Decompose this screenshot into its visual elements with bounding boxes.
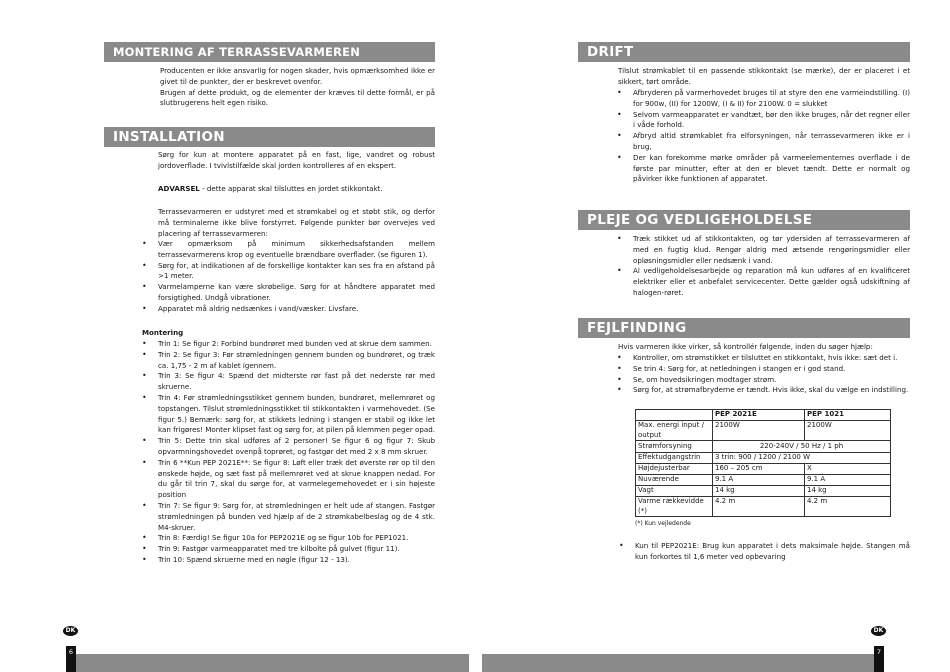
table-cell: 9.1 A xyxy=(713,474,805,485)
pleje-list xyxy=(617,234,910,299)
list-item: • Trin 4: Før strømledningsstikket gennem bunden, bundrøret, mellemrøret og topstangen. Tilslut strømledningsstikket til stikkontakten i varmehovedet. (Se figur 5.) Bemærk: sørg for, at stikkets ledning i stangen er stabil og ikke let kan frigøres! Monter klipset fast og sørg for, at pilen på klemmen peger opad. xyxy=(142,393,435,436)
table-cell: 160 – 205 cm xyxy=(713,463,805,474)
table-cell: Strømforsyning xyxy=(636,441,713,452)
list-item: • Afbryderen på varmerhovedet bruges til at styre den ene varmeindstilling. (I) for 900w, (II) for 1200W, (I & II) for 2100W. 0 = slukket xyxy=(617,88,910,110)
table-cell: 2100W xyxy=(805,421,891,441)
table-header-row xyxy=(636,410,891,421)
table-cell: 14 kg xyxy=(805,485,891,496)
list-item: • Kun til PEP2021E: Brug kun apparatet i dets maksimale højde. Stangen må kun forkortes til 1,6 meter ved opbevaring xyxy=(619,541,910,563)
paragraph: Hvis varmeren ikke virker, så kontrollér følgende, inden du søger hjælp: xyxy=(618,342,873,351)
table-row xyxy=(636,441,891,452)
table-cell: 220-240V / 50 Hz / 1 ph xyxy=(713,441,891,452)
list-item: • Kontroller, om strømstikket er tilsluttet en stikkontakt, hvis ikke: sæt det i. xyxy=(617,353,910,364)
dk-badge: DK xyxy=(871,626,886,636)
list-item: • Trin 8: Færdig! Se figur 10a for PEP2021E og se figur 10b for PEP1021. xyxy=(142,533,435,544)
list-item: • Sørg for, at strømafbryderne er tændt. Hvis ikke, skal du vælge en indstilling. xyxy=(617,385,910,396)
table-cell: 4.2 m xyxy=(805,496,891,516)
steps-list xyxy=(142,339,435,566)
table-cell: 14 kg xyxy=(713,485,805,496)
footer-bar-right xyxy=(482,654,874,672)
list-item: • Al vedligeholdelsesarbejde og reparation må kun udføres af en kvalificeret elektriker eller et anbefalet servicecenter. Dette gælder også udskiftning af halogen-røret. xyxy=(617,266,910,298)
table-row xyxy=(636,485,891,496)
table-cell: Effektudgangstrin xyxy=(636,452,713,463)
list-item: • Trin 2: Se figur 3: Før strømledningen gennem bunden og bundrøret, og træk ca. 1,75 - 2 m af kablet igennem. xyxy=(142,350,435,372)
page-number: 6 xyxy=(66,646,76,672)
list-item: • Sørg for, at indikationen af de forskellige kontakter kan ses fra en afstand på >1 meter. xyxy=(142,261,435,283)
table-cell xyxy=(636,410,713,421)
paragraph: Sørg for kun at montere apparatet på en fast, lige, vandret og robust jordoverflade. I tvivlstilfælde skal jorden kontrolleres af en ekspert. xyxy=(158,150,435,170)
list-item: • Trin 9: Fastgør varmeapparatet med tre kilbolte på gulvet (figur 11). xyxy=(142,544,435,555)
list-item: • Varmelamperne kan være skrøbelige. Sørg for at håndtere apparatet med forsigtighed. Undgå vibrationer. xyxy=(142,282,435,304)
table-cell: Nuværende xyxy=(636,474,713,485)
list-item: • Der kan forekomme mørke områder på varmeelementernes overflade i de første par minutter, efter at den er blevet tændt. Dette er normalt og påvirker ikke funktionen af apparatet. xyxy=(617,153,910,185)
table-row xyxy=(636,421,891,441)
table-row xyxy=(636,452,891,463)
advarsel xyxy=(158,184,435,195)
list-item: • Selvom varmeapparatet er vandtæt, bør den ikke bruges, når det regner eller i våde forhold. xyxy=(617,110,910,132)
paragraph: Brugen af dette produkt, og de elementer der kræves til dette formål, er på slutbrugerens helt egen risiko. xyxy=(160,87,435,108)
list-item: • Afbryd altid strømkablet fra elforsyningen, når terrassevarmeren ikke er i brug, xyxy=(617,131,910,153)
table-cell: Varme rækkevidde (*) xyxy=(636,496,713,516)
list-item: • Apparatet må aldrig nedsænkes i vand/væsker. Livsfare. xyxy=(142,304,435,315)
page-number: 7 xyxy=(874,646,884,672)
list-item: • Trin 7: Se figur 9: Sørg for, at strømledningen er helt ude af stangen. Fastgør strømledningen på bunden ved hjælp af de 2 strømkabelbeslag og de 4 stk. M4-skruer. xyxy=(142,501,435,533)
montering-heading: MONTERING AF TERRASSEVARMEREN xyxy=(104,42,435,62)
table-cell: 2100W xyxy=(713,421,805,441)
final-note-list xyxy=(619,541,910,563)
list-item: • Trin 1: Se figur 2: Forbind bundrøret med bunden ved at skrue dem sammen. xyxy=(142,339,435,350)
table-cell: PEP 2021E xyxy=(713,410,805,421)
montering-subheading: Montering xyxy=(142,328,184,337)
montering-text xyxy=(160,66,435,109)
list-item: • Træk stikket ud af stikkontakten, og tør ydersiden af terrassevarmeren af med en fugtig klud. Rengør aldrig med ætsende rengøringsmidler eller opløsningsmidler eller nedsænk i vand. xyxy=(617,234,910,266)
paragraph: Tilslut strømkablet til en passende stikkontakt (se mærke), der er placeret i et sikkert, tørt område. xyxy=(618,66,910,86)
pleje-heading: PLEJE OG VEDLIGEHOLDELSE xyxy=(578,210,910,230)
fejl-heading: FEJLFINDING xyxy=(578,318,910,338)
list-item: • Vær opmærksom på minimum sikkerhedsafstanden mellem terrassevarmerens krop og eventuelle brændbare overflader. (se figuren 1). xyxy=(142,239,435,261)
list-item: • Se trin 4: Sørg for, at netledningen i stangen er i god stand. xyxy=(617,364,910,375)
footer-bar-left xyxy=(76,654,469,672)
table-cell: 9.1 A xyxy=(805,474,891,485)
table-cell: Vagt xyxy=(636,485,713,496)
table-cell: Max. energi input / output xyxy=(636,421,713,441)
list-item: • Trin 3: Se figur 4: Spænd det midterste rør fast på det nederste rør med skruerne. xyxy=(142,371,435,393)
paragraph: Terrassevarmeren er udstyret med et strømkabel og et støbt stik, og derfor må terminalerne ikke blive forstyrret. Følgende punkter bør overvejes ved placering af terrassevarmeren: xyxy=(158,207,435,238)
terrasse-intro xyxy=(158,207,435,239)
installation-heading: INSTALLATION xyxy=(104,127,435,147)
table-row xyxy=(636,496,891,516)
installation-intro xyxy=(158,150,435,172)
table-row xyxy=(636,463,891,474)
fejl-list xyxy=(617,353,910,396)
drift-intro xyxy=(618,66,910,88)
fejl-intro xyxy=(618,342,910,353)
placement-list xyxy=(142,239,435,315)
list-item: • Trin 10: Spænd skruerne med en nøgle (figur 12 - 13). xyxy=(142,555,435,566)
advarsel-label: ADVARSEL xyxy=(158,184,200,193)
advarsel-text: - dette apparat skal tilsluttes en jordet stikkontakt. xyxy=(199,184,383,193)
table-cell: 3 trin: 900 / 1200 / 2100 W xyxy=(713,452,891,463)
table-cell: PEP 1021 xyxy=(805,410,891,421)
table-cell: X xyxy=(805,463,891,474)
table-row xyxy=(636,474,891,485)
table-cell: Højdejusterbar xyxy=(636,463,713,474)
list-item: • Trin 5: Dette trin skal udføres af 2 personer! Se figur 6 og figur 7: Skub opvarmningshovedet ovenpå toprøret, og fastgør det med 2 x 8 mm skruer. xyxy=(142,436,435,458)
table-note: (*) Kun vejledende xyxy=(635,520,691,527)
paragraph: Producenten er ikke ansvarlig for nogen skader, hvis opmærksomhed ikke er givet til de punkter, der er beskrevet ovenfor. xyxy=(160,66,435,86)
list-item: • Trin 6 **Kun PEP 2021E**: Se figur 8: Løft eller træk det øverste rør op til den ønskede højde, og sæt fast på mellemrøret ved at skrue knappen nedad. For du går til trin 7, skal du sørge for, at varmelegemehovedet er i sin højeste position xyxy=(142,458,435,501)
table-cell: 4.2 m xyxy=(713,496,805,516)
drift-heading: DRIFT xyxy=(578,42,910,62)
drift-list xyxy=(617,88,910,185)
dk-badge: DK xyxy=(63,626,78,636)
list-item: • Se, om hovedsikringen modtager strøm. xyxy=(617,375,910,386)
spec-table xyxy=(635,409,891,517)
